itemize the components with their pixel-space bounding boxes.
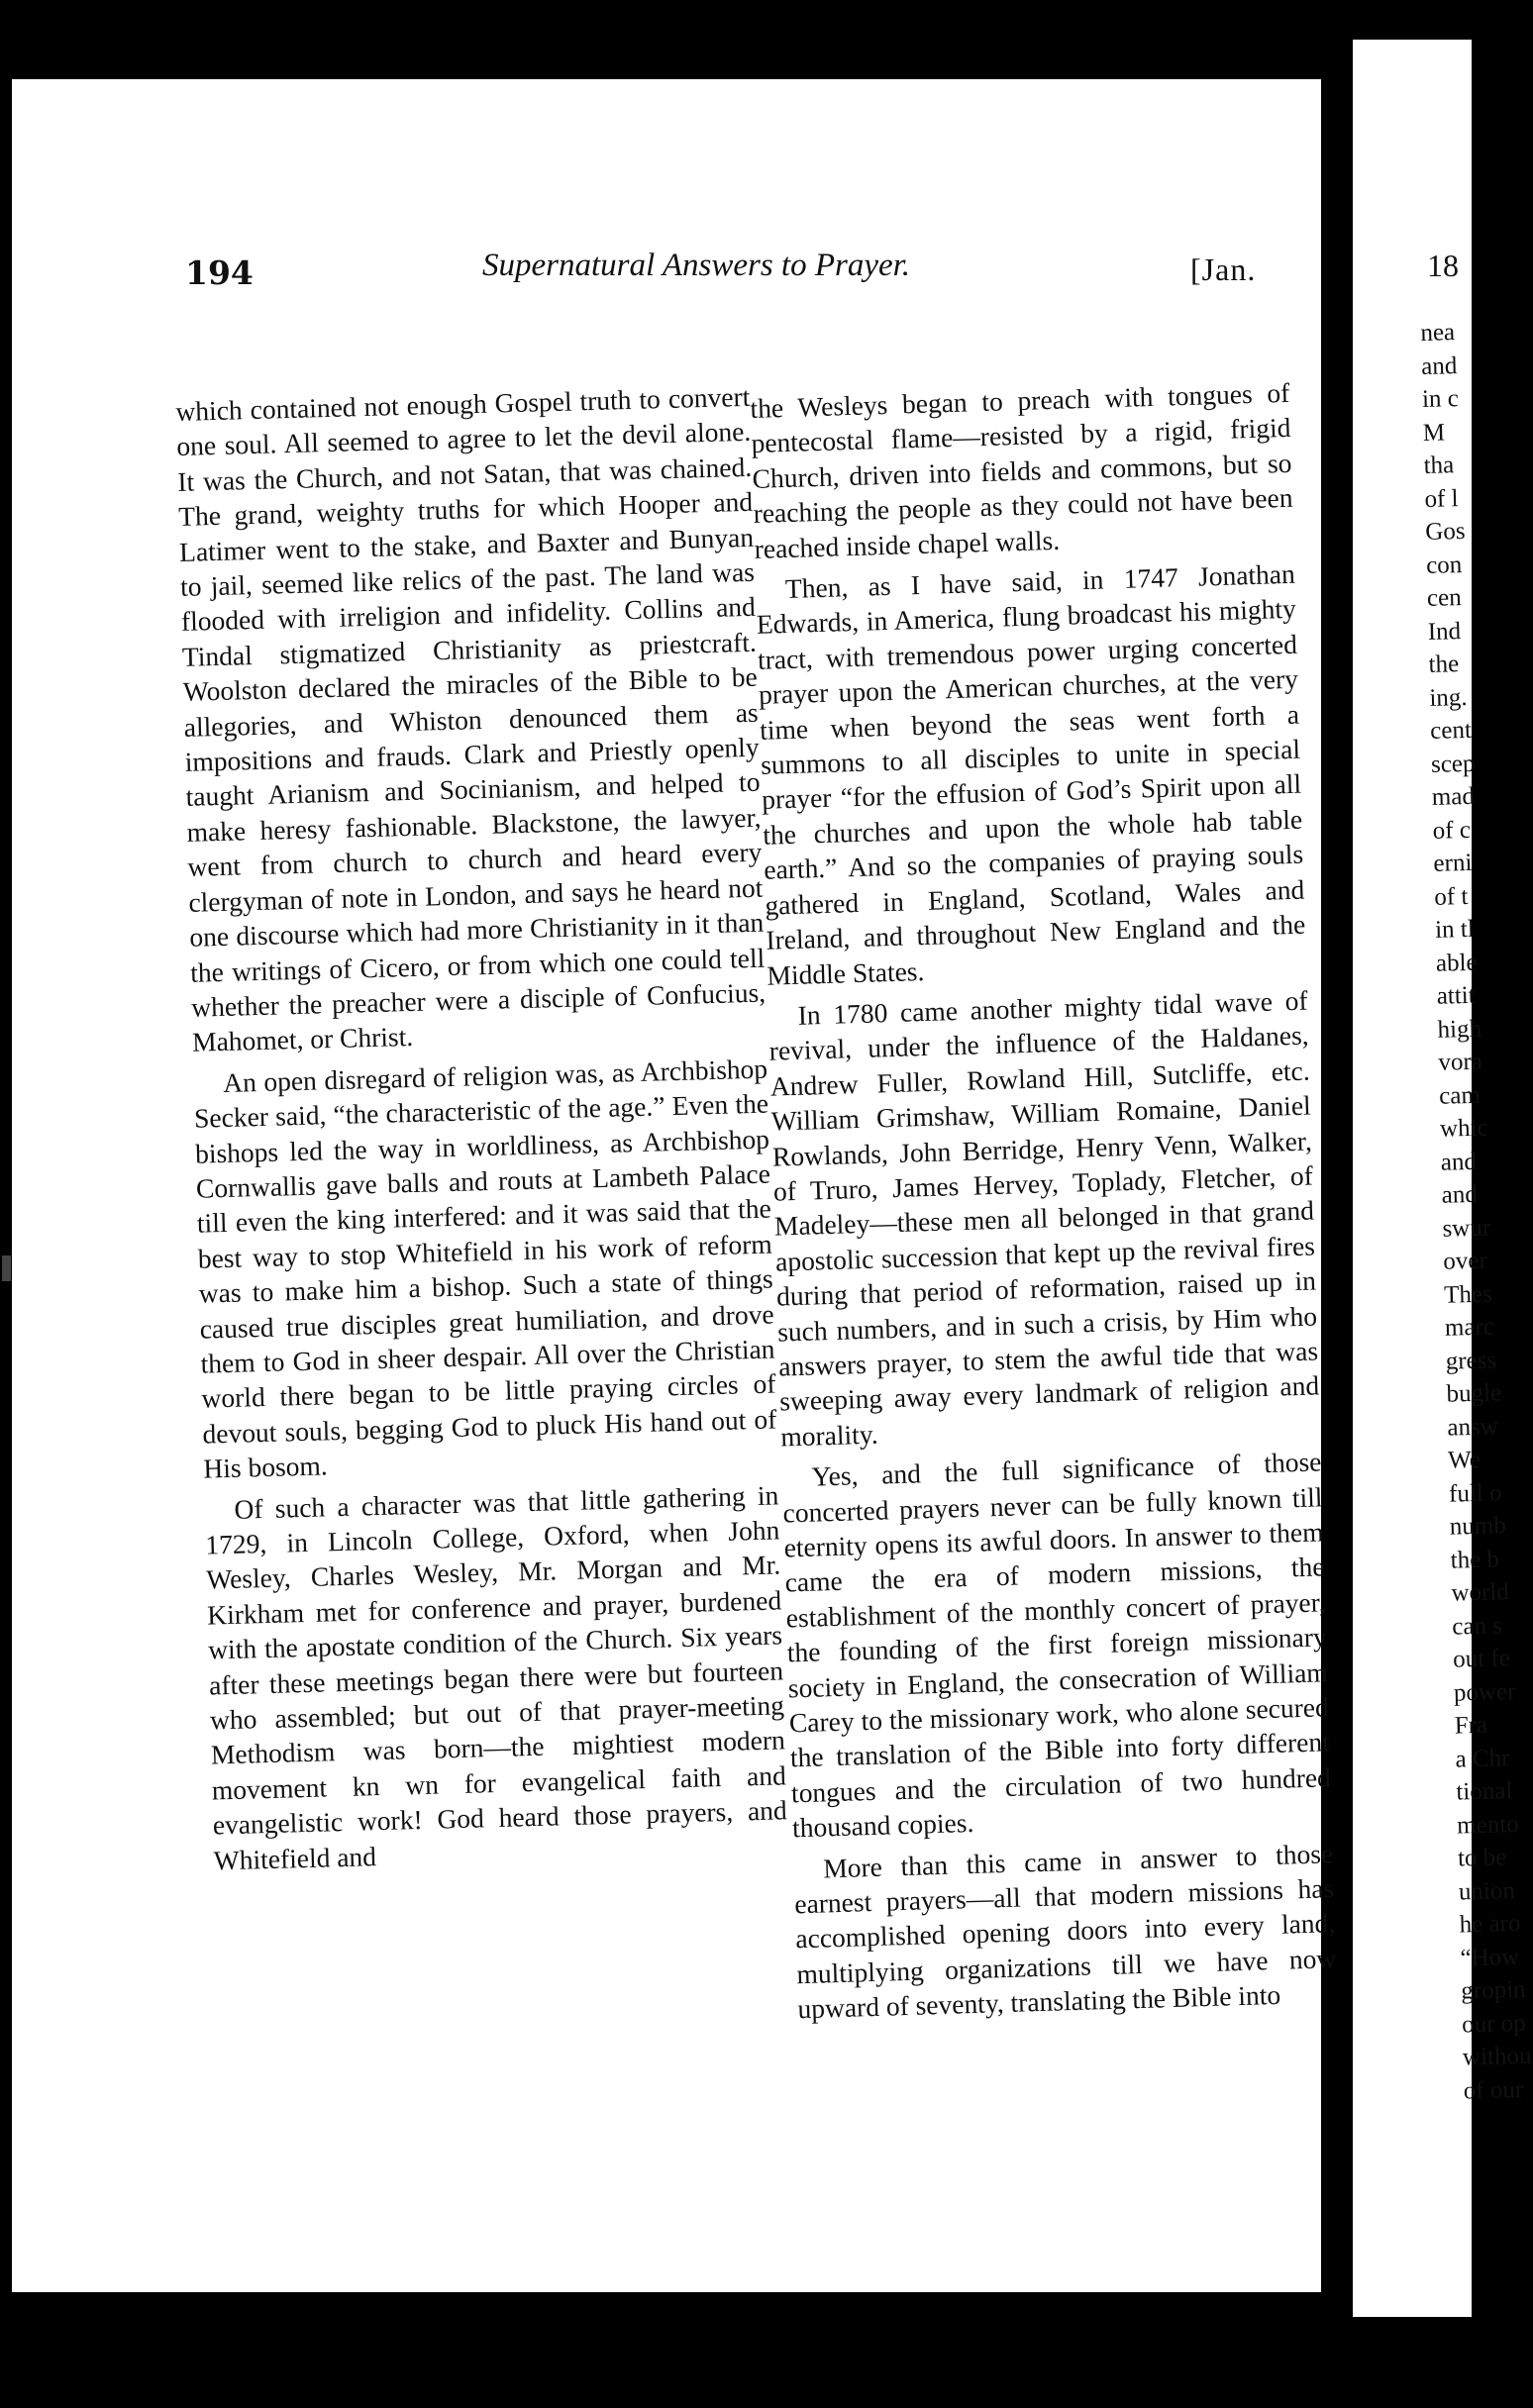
paragraph: More than this came in answer to those earnest prayers—all that modern missions has accomplished opening doors into every land, multiplying organizations till we have now upward of seventy, translating the Bible into <box>793 1837 1337 2025</box>
facing-page-line: and <box>1440 1148 1478 1176</box>
facing-page-line: power <box>1453 1677 1516 1707</box>
scan-artifact <box>2 1255 11 1281</box>
facing-page-line: tha <box>1423 452 1455 479</box>
facing-page-line: mad <box>1431 782 1476 811</box>
paragraph: the Wesleys began to preach with tongues of pentecostal flame—resisted by a rigid, frigid Church, driven into fields and commons, but so reaching the people as they could not have been reached inside chapel walls. <box>750 376 1293 564</box>
left-column <box>175 379 788 1878</box>
facing-page-line: Gos <box>1424 517 1466 546</box>
facing-page-line: Ind <box>1427 617 1462 646</box>
paragraph: Of such a character was that little gathering in 1729, in Lincoln College, Oxford, when John Wesley, Charles Wesley, Mr. Morgan and Mr. Kirkham met for conference and prayer, burdened with the apostate condition of the Church. Six years after these meetings began there were but fourteen who assembled; but out of that prayer-meeting Methodism was born—the mightiest modern movement kn wn for evangelical faith and evangelistic work! God heard those prayers, and Whitefield and <box>205 1479 788 1876</box>
facing-page-line: erni <box>1433 849 1473 877</box>
facing-page-line: nea <box>1420 319 1456 347</box>
page-number: 194 <box>185 253 254 292</box>
facing-page-header: 18 <box>1427 248 1459 283</box>
facing-page-line: high <box>1437 1015 1482 1044</box>
facing-page-line: ing. <box>1429 683 1468 712</box>
facing-page-line: union <box>1458 1876 1516 1906</box>
facing-page-line: tional <box>1456 1777 1513 1806</box>
facing-page-line: con <box>1425 551 1463 579</box>
facing-page-line: scep <box>1430 750 1476 778</box>
facing-page-line: numb <box>1449 1512 1507 1541</box>
facing-page-line: our op <box>1461 2009 1527 2038</box>
facing-page-line: mento <box>1456 1810 1520 1840</box>
issue-label: [Jan. <box>1190 251 1257 287</box>
facing-page-line: vora <box>1438 1048 1483 1076</box>
page-sheet <box>12 79 1337 2292</box>
facing-page-line: world <box>1451 1578 1510 1607</box>
facing-page-line: attit <box>1436 981 1476 1010</box>
facing-page-line: cent <box>1429 716 1473 745</box>
facing-page <box>1353 40 1532 2317</box>
right-column <box>750 375 1338 2027</box>
facing-page-line: the b <box>1450 1545 1500 1574</box>
paragraph: Yes, and the full significance of those concerted prayers never can be fully known till eternity opens its awful doors. In answer to them came the era of modern missions, the establishment of the monthly concert of prayer, the founding of the first foreign missionary society in England, the consecration of William Carey to the missionary work, who alone secured the translation of the Bible into forty different tongues and the circulation of two hundred thousand copies. <box>782 1446 1332 1844</box>
facing-page-line: whic <box>1439 1114 1488 1143</box>
facing-page-line: of our <box>1463 2075 1524 2104</box>
facing-page-line: he aro <box>1459 1910 1521 1939</box>
facing-page-line: and <box>1420 351 1458 380</box>
facing-page-line: out fe <box>1452 1645 1511 1673</box>
facing-page-line: can s <box>1451 1611 1503 1641</box>
facing-page-line: of t <box>1433 882 1469 911</box>
facing-page-line: in c <box>1421 385 1460 413</box>
facing-page-line: Fra <box>1454 1711 1488 1740</box>
facing-page-line: marc <box>1444 1313 1495 1342</box>
facing-page-line: answ <box>1447 1412 1499 1442</box>
facing-page-line: withou <box>1462 2042 1532 2071</box>
facing-page-line: over <box>1442 1247 1488 1275</box>
facing-page-line: We <box>1447 1446 1482 1474</box>
facing-page-line: gropin <box>1460 1975 1526 2005</box>
facing-page-line: M <box>1422 418 1446 447</box>
facing-page-line: swur <box>1442 1214 1491 1243</box>
facing-page-line: the <box>1428 651 1460 678</box>
facing-page-line: full o <box>1448 1478 1502 1508</box>
facing-page-line: bugle <box>1446 1379 1502 1408</box>
facing-page-line: a Chr <box>1455 1744 1510 1773</box>
facing-page-line: cen <box>1426 584 1462 612</box>
facing-page-line: of l <box>1424 484 1459 513</box>
facing-page-line: Thes <box>1443 1280 1493 1309</box>
facing-page-line: gress <box>1445 1346 1497 1375</box>
facing-page-line: able <box>1435 949 1478 977</box>
running-header <box>146 248 1265 307</box>
facing-page-line: cam <box>1438 1081 1482 1110</box>
running-title: Supernatural Answers to Prayer. <box>482 248 911 283</box>
facing-page-line: to be <box>1457 1844 1507 1872</box>
facing-page-line: of c <box>1432 816 1472 845</box>
facing-page-line: in tl <box>1434 915 1476 944</box>
facing-page-line: “How <box>1460 1943 1520 1972</box>
facing-page-text <box>1420 315 1533 2107</box>
paragraph: Then, as I have said, in 1747 Jonathan Edwards, in America, flung broadcast his mighty tract, with tremendous power urging concerted prayer upon the American churches, at the very time when beyond the seas went forth a summons to all disciples to unite in special prayer “for the effusion of God’s Spirit upon all the churches and upon the whole hab table earth.” And so the companies of praying souls gathered in England, Scotland, Wales and Ireland, and throughout New England and the Middle States. <box>756 557 1306 991</box>
paragraph: which contained not enough Gospel truth to convert one soul. All seemed to agree to let the devil alone. It was the Church, and not Satan, that was chained. The grand, weighty truths for which Hooper and Latimer went to the stake, and Baxter and Bunyan to jail, seemed like relics of the past. The land was flooded with irreligion and infidelity. Collins and Tindal stigmatized Christianity as priestcraft. Woolston declared the miracles of the Bible to be allegories, and Whiston denounced them as impositions and frauds. Clark and Priestly openly taught Arianism and Socinianism, and helped to make heresy fashionable. Blackstone, the lawyer, went from church to church and heard every clergyman of note in London, and says he heard not one discourse which had more Christianity in it than the writings of Cicero, or from which one could tell whether the preacher were a disciple of Confucius, Mahomet, or Christ. <box>175 380 766 1058</box>
paragraph: An open disregard of religion was, as Archbishop Secker said, “the characteristic of the age.” Even the bishops led the way in worldliness, as Archbishop Cornwallis gave balls and routs at Lambeth Palace till even the king interfered: and it was said that the best way to stop Whitefield in his work of reform was to make him a bishop. Such a state of things caused true disciples great humiliation, and drove them to God in sheer despair. All over the Christian world there began to be little praying circles of devout souls, begging God to pluck His hand out of His bosom. <box>193 1053 777 1484</box>
paragraph: In 1780 came another mighty tidal wave of revival, under the influence of the Haldanes, Andrew Fuller, Rowland Hill, Sutcliffe, etc. William Grimshaw, William Romaine, Daniel Rowlands, John Berridge, Henry Venn, Walker, of Truro, James Hervey, Toplady, Fletcher, of Madeley—these men all belonged in that grand apostolic succession that kept up the revival fires during that period of reformation, raised up in such numbers, and in such a crisis, by Him who answers prayer, to stem the awful tide that was sweeping away every landmark of religion and morality. <box>768 984 1320 1453</box>
facing-page-line: and <box>1441 1180 1479 1209</box>
